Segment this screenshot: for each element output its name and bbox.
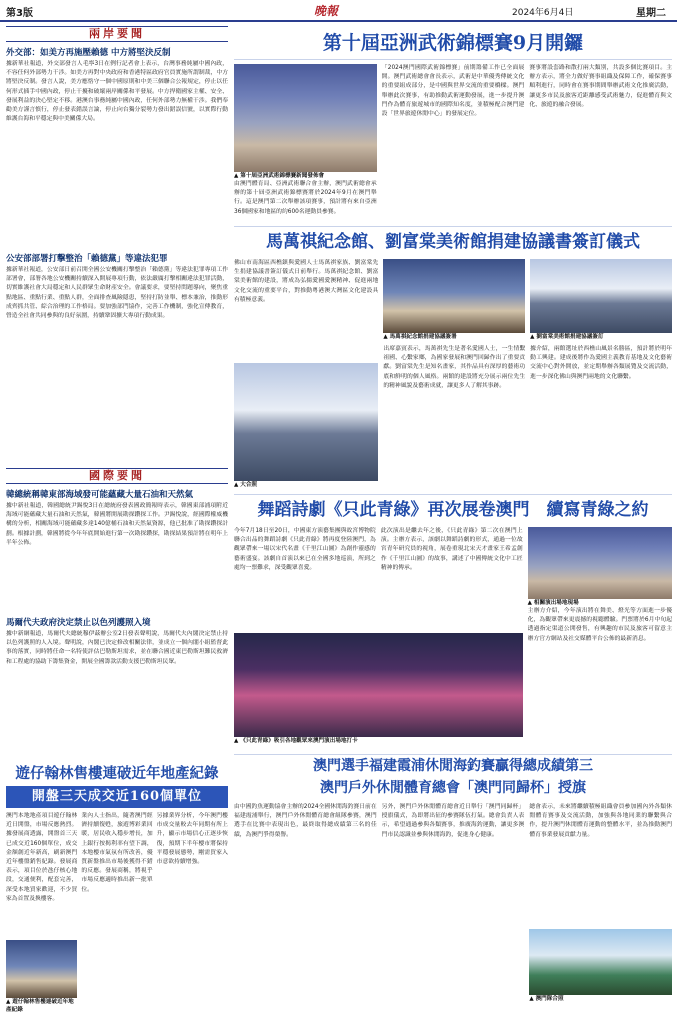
article-public-security: 據新華社報道，公安部日前召開全國公安機關打擊整治「賴德黨」等違法犯罪專項工作部署會，部署各地公安機關持續深入開展專項行動，依法嚴厲打擊相關違法犯罪活動，切實維護社會大局穩定和人民群眾生命財產安全。會議要求，要堅持問題導向，聚焦重點地區、重點行業、重點人群，全面排查風險隱患，堅持打防並舉、標本兼治，推動形成齊抓共管、綜合治理的工作格局。要加強部門協作，完善工作機制，強化宣傳教育，營造全社會共同參與的良好氛圍，持續鞏固擴大專項行動成果。: [6, 267, 228, 320]
wushu-headline: 第十屆亞洲武術錦標賽9月開鑼: [234, 26, 672, 60]
page-header: [0, 0, 677, 22]
property-headline: 遊仔翰林售樓連破近年地產紀錄: [15, 765, 219, 782]
wushu-article: [234, 26, 672, 226]
fishing-headline-line2: 澳門戶外休閒體育總會「澳門同歸杯」授旗: [320, 780, 586, 796]
left-column: [6, 26, 228, 756]
property-text-col3: 另據業界分析，今年澳門樓市成交量較去年同期有所上升，顯示市場信心正逐步恢復，預期下半年樓市將保持平穩發展態勢，剛需買家入市意欲持續增強。: [156, 813, 228, 866]
memorial-signing-photo-1: [383, 259, 525, 333]
wushu-press-photo: [234, 64, 377, 172]
dance-article: [234, 494, 672, 754]
dance-headline: 舞蹈詩劇《只此青綠》再次展卷澳門 續寫青綠之約: [257, 500, 649, 520]
fishing-headline-line1: 澳門選手福建霞浦休閒海釣賽贏得總成績第三: [313, 758, 593, 774]
dance-venue-photo: [528, 527, 672, 599]
fishing-headline: [234, 755, 672, 799]
fishing-team-photo: [529, 929, 672, 995]
dance-caption-2: ▲ 相關演出場地現場: [527, 600, 579, 606]
issue-date: 2024年6月4日: [512, 8, 574, 18]
newspaper-logo: 晚報: [314, 4, 339, 18]
property-photo: [6, 940, 77, 998]
issue-weekday: 星期二: [636, 8, 666, 19]
page-number: 第3版: [6, 8, 33, 19]
dance-text-col2: 此次演出是繼去年之後，《只此青綠》第二次在澳門上演。主辦方表示，該劇以舞蹈詩劇的形式，通過一位故宮青年研究員的視角，展卷重現北宋天才畫家王希孟創作《千里江山圖》的故事，講述了中國傳統文化中工匠精神的傳承。: [380, 528, 523, 571]
section-cross-strait: 兩岸要聞: [6, 26, 228, 42]
wushu-text-col2: 「2024澳門國際武術錦標賽」前期籌備工作已全面展開。澳門武術總會會長表示，武術是中華優秀傳統文化的重要組成部分，是中國與世界交流的重要橋樑。澳門舉辦此次賽事，有助推動武術運動發展，進一步提升澳門作為體育旅遊城市的國際知名度，並積極配合澳門建設「世界旅遊休閒中心」的發展定位。: [381, 65, 525, 118]
section-international: 國際要聞: [6, 468, 228, 484]
memorial-group-photo: [234, 363, 378, 481]
memorial-article: [234, 226, 672, 494]
fishing-article: [234, 754, 672, 1016]
property-text-col2: 業內人士指出，隨著澳門經濟持續復甦，旅遊博彩業回暖，居民收入穩步增長，加上銀行按揭利率有望下調，本地樓市氣氛有所改善，優質新盤推出市場後獲得不錯的反應。發展商稱，將視乎市場反應適時推出新一批單位。: [81, 813, 153, 893]
dance-text-col3: 主辦方介紹，今年演出將在舞美、燈光等方面進一步優化，為觀眾帶來更震撼的視聽體驗。門票將於6月中旬起透過指定渠道公開發售，有興趣的市民及旅客可留意主辦方官方網站及社交媒體平台公佈的最新消息。: [527, 608, 672, 642]
wushu-text-col1: 由澳門體育局、亞洲武術聯合會主辦，澳門武術總會承辦的第十屆亞洲武術錦標賽將於2024年9月在澳門舉行。這是澳門第二次舉辦該項賽事，預計將有來自亞洲36個國家和地區的約600名運動員參賽。: [234, 181, 377, 215]
memorial-caption-2: ▲ 劉富棠美術館捐建協議簽訂: [530, 334, 604, 340]
article-korea-oil: 據中新社報道，韓國總統尹錫悅3日在總統府發表國政簡報時表示，韓國東部浦項附近海域可能蘊藏大量石油和天然氣，韓國將開展勘探鑽探工作。尹錫悅說，經國際權威機構的分析，相關海域可能蘊藏多達140億桶石油和天然氣資源，他已批准了勘探鑽探計劃。根據計劃，韓國將從今年年底開始進行第一次勘探鑽探，勘探結果預計將在明年上半年公佈。: [6, 503, 228, 546]
article-foreign-ministry: 據新華社報道，外交部發言人毛寧3日在例行記者會上表示，台灣事務純屬中國內政，不容任何外部勢力干涉。如美方再對中央政府和香港特區政府官員實施所謂制裁，中方將堅決反制。發言人說，美方應恪守一個中國原則和中美三個聯合公報規定，停止以任何形式插手中國內政，停止干擾和破壞兩岸關係和平發展。中方捍衛國家主權、安全、發展利益的決心堅定不移。港澳台事務純屬中國內政，任何外部勢力無權干涉。我們奉勸美方謹言慎行，停止發表錯誤言論，停止向台獨分裂勢力發出錯誤信號，以實際行動維護台海和平穩定與中美關係大局。: [6, 61, 228, 123]
headline-public-security: 公安部部署打擊整治「賴德黨」等違法犯罪: [6, 254, 168, 264]
headline-foreign-ministry: 外交部：如美方再施壓賴德 中方將堅決反制: [6, 48, 171, 58]
property-subheadline: 開盤三天成交近160個單位: [6, 786, 228, 808]
property-article: [6, 762, 228, 1020]
headline-korea-oil: 韓總統稱韓東部海域發可能蘊藏大量石油和天然氣: [6, 490, 194, 500]
memorial-text-col1: 佛山市南海區西樵鎮與愛國人士馬萬祺家族、劉富棠先生捐建協議書簽訂儀式日前舉行。馬萬祺紀念館、劉富棠美術館的建設，將成為弘揚愛國愛澳精神、促進兩地文化交流的重要平台，對推動粵港澳大灣區文化建設具有積極意義。: [234, 260, 379, 303]
fishing-text-col1: 由中國釣魚運動協會主辦的2024全國休閒海釣賽日前在福建霞浦舉行，澳門戶外休閒體育總會組隊參賽，澳門選手在比賽中表現出色，最終取得總成績第三名的佳績，為澳門爭得榮譽。: [234, 804, 377, 838]
memorial-headline: 馬萬祺紀念館、劉富棠美術館捐建協議書簽訂儀式: [266, 232, 640, 252]
fishing-text-col3: 總會表示，未來將繼續積極組織會員參加國內外各類休閒體育賽事及交流活動，加強與各地同業的聯繫與合作，提升澳門休閒體育運動的整體水平，並為推動澳門體育事業發展貢獻力量。: [529, 804, 673, 838]
memorial-caption-3: ▲ 大合照: [234, 482, 258, 488]
property-text-col1: 澳門本地地產項目遊仔翰林近日開盤，市場反應熱烈。據發展商透露，開盤首三天已成交近160個單位，成交金額創近年新高，刷新澳門近年樓盤銷售紀錄。發展商表示，項目位於氹仔核心地段，交通便利，配套完善，深受本地買家歡迎，不少買家為首置及換樓客。: [6, 813, 78, 902]
memorial-signing-photo-2: [530, 259, 672, 333]
dance-caption-1: ▲ 《只此青綠》吸引各地觀眾來澳門演出場地打卡: [234, 738, 358, 744]
memorial-text-col2: 出席嘉賓表示，馬萬祺先生是著名愛國人士，一生情繫祖國、心繫家鄉，為國家發展和澳門回歸作出了重要貢獻。劉富棠先生是知名畫家，其作品具有深厚的藝術功底和鮮明的個人風格。兩館的建設將充分展示兩位先生的精神風貌及藝術成就，讓更多人了解其事跡。: [383, 346, 526, 389]
wushu-caption: ▲ 第十屆亞洲武術錦標賽新聞發佈會: [234, 173, 325, 179]
headline-maldives: 馬爾代夫政府決定禁止以色列護照入境: [6, 618, 151, 628]
wushu-text-col3: 賽事將設套路和散打兩大類別，共設多個比賽項目。主辦方表示，將全力做好賽事組織及保障工作，確保賽事順利進行，同時會在賽事期間舉辦武術文化推廣活動，讓更多市民及旅客近距離感受武術魅力，促進體育與文化、旅遊的融合發展。: [529, 65, 673, 108]
memorial-caption-1: ▲ 馬萬祺紀念館捐建協議簽署: [383, 334, 457, 340]
fishing-text-col2: 另外，澳門戶外休閒體育總會近日舉行「澳門同歸杯」授旗儀式，為即將出征的參賽隊伍打氣。總會負責人表示，希望通過參與各類賽事，推廣海釣運動，讓更多澳門市民認識並參與休閒海釣，促進身心健康。: [381, 804, 525, 838]
fishing-caption: ▲ 澳門隊合照: [529, 996, 564, 1002]
property-caption: ▲ 遊仔翰林售樓連破近年地產紀錄: [6, 999, 74, 1013]
dance-stage-photo: [234, 633, 523, 737]
dance-text-col1: 今年7月18日至20日，中國東方演藝集團與故宮博物院聯合出品的舞蹈詩劇《只此青綠》將再度登陸澳門，為觀眾帶來一場以宋代名畫《千里江山圖》為創作靈感的藝術盛宴。該劇自首演以來已在全國多地巡演，所到之處均一票難求，深受觀眾喜愛。: [234, 528, 376, 571]
article-maldives: 據中新網報道，馬爾代夫總統穆伊茲辦公室2日發表聲明說，馬爾代夫內閣決定禁止持以色列護照的人入境。聲明說，內閣已決定修改相關法律，並成立一個內閣小組監督此事的落實，同時將任命一名特使評估巴勒斯坦需求，並在聯合國近東巴勒斯坦難民救濟和工程處的協助下籌集資金，開展全國籌款活動支援巴勒斯坦民眾。: [6, 631, 228, 665]
right-area: [234, 26, 672, 1020]
memorial-text-col3: 據介紹，兩館選址於西樵山風景名勝區，預計將於明年動工興建。建成後將作為愛國主義教育基地及文化藝術交流中心對外開放，並定期舉辦各類展覽及交流活動，進一步深化佛山與澳門兩地的文化聯繫。: [530, 346, 673, 380]
